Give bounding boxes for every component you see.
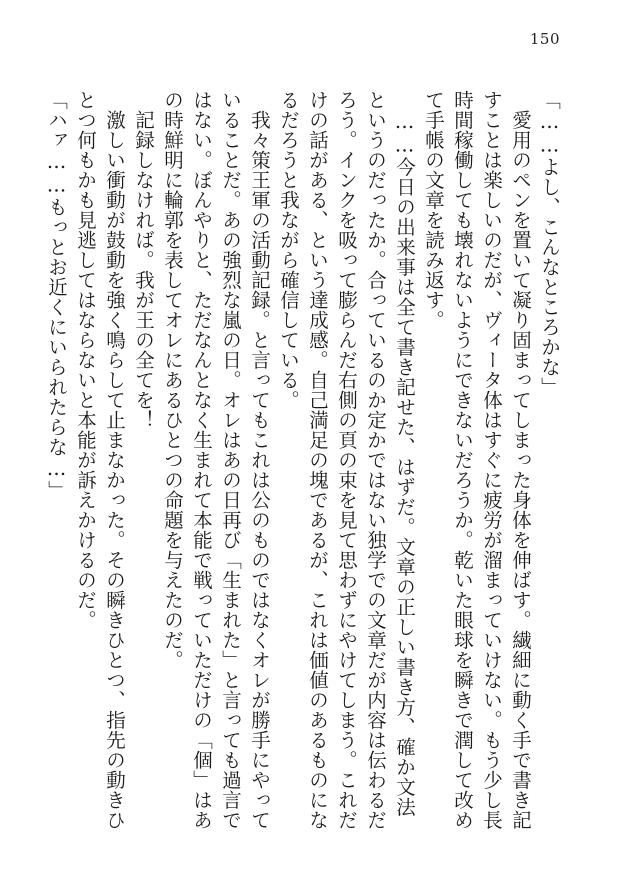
- paragraph: 激しい衝動が鼓動を強く鳴らして止まなかった。その瞬きひとつ、指先の動きひとつ何もかも見逃してはならないと本能が訴えかけるのだ。: [74, 90, 126, 830]
- paragraph: 愛用のペンを置いて凝り固まってしまった身体を伸ばす。繊細に動く手で書き記すことは楽しいのだが、ヴィータ体はすぐに疲労が溜まっていけない。もう少し長時間稼働しても壊れないようにできないだろうか。乾いた眼球を瞬きで潤して改めて手帳の文章を読み返す。: [422, 90, 532, 830]
- page-number: 150: [529, 30, 560, 48]
- dialogue-line: 「ハァ……もっとお近くにいられたらな…」: [45, 90, 68, 501]
- paragraph: 我々策王軍の活動記録。と言ってもこれは公のものではなくオレが勝手にやっていることだ。あの強烈な嵐の日。オレはあの日再び「生まれた」と言っても過言ではない。ぼんやりと、ただなんとなく生まれて本能で戦っていただけの「個」はあの時鮮明に輪郭を表してオレにあるひとつの命題を与えたのだ。: [161, 90, 271, 830]
- paragraph: ……今日の出来事は全て書き記せた、はずだ。文章の正しい書き方、確か文法というのだったか。合っているのか定かではない独学での文章だが内容は伝わるだろう。インクを吸って膨らんだ右側の頁の束を見て思わずにやけてしまう。これだけの話がある、という達成感。自己満足の塊であるが、これは価値のあるものになるだろうと我ながら確信している。: [277, 90, 416, 830]
- vertical-text-body: [42, 90, 564, 830]
- dialogue-line: 「……よし、こんなところかな」: [538, 90, 561, 397]
- paragraph: 記録しなければ。我が王の全てを！: [132, 109, 155, 430]
